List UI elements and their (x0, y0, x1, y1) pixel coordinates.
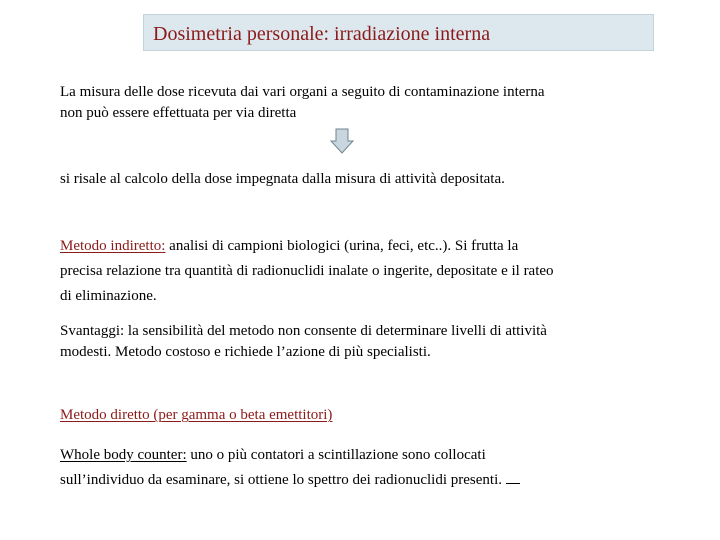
drawbacks-line-1: Svantaggi: la sensibilità del metodo non consente di determinare livelli di attività (60, 323, 547, 339)
direct-method-heading-block (60, 405, 332, 426)
indirect-method-colon: : (161, 238, 166, 254)
slide-title-box (143, 14, 654, 51)
whole-body-label: Whole body counter: (60, 447, 187, 463)
intro-line-1: La misura delle dose ricevuta dai vari organi a seguito di contaminazione interna (60, 84, 545, 100)
whole-body-line-2 (60, 468, 520, 493)
whole-body-line-1 (60, 443, 520, 468)
indirect-line-2: precisa relazione tra quantità di radionuclidi inalate o ingerite, depositate e il rateo (60, 263, 554, 279)
indirect-method-label: Metodo indiretto (60, 238, 162, 254)
drawbacks-paragraph (60, 321, 547, 363)
whole-body-line-1-text: uno o più contatori a scintillazione sono collocati (186, 447, 486, 463)
conclusion-line: si risale al calcolo della dose impegnata dalla misura di attività depositata. (60, 171, 505, 187)
direct-method-label: Metodo diretto (per gamma o beta emettitori) (60, 407, 333, 423)
intro-line-2: non può essere effettuata per via diretta (60, 105, 297, 121)
conclusion-paragraph (60, 169, 505, 190)
intro-paragraph (60, 82, 545, 124)
indirect-line-1-text: analisi di campioni biologici (urina, feci, etc..). Si frutta la (165, 238, 519, 254)
indirect-line-3: di eliminazione. (60, 288, 157, 304)
slide-title: Dosimetria personale: irradiazione interna (153, 23, 491, 45)
down-arrow-icon (330, 128, 354, 154)
indirect-method-paragraph (60, 234, 554, 309)
whole-body-line-2-text: sull’individuo da esaminare, si ottiene lo spettro dei radionuclidi presenti. (60, 472, 502, 488)
indirect-line-1 (60, 234, 554, 259)
trailing-underline (506, 483, 520, 484)
drawbacks-line-2: modesti. Metodo costoso e richiede l’azione di più specialisti. (60, 344, 431, 360)
whole-body-paragraph (60, 443, 520, 493)
